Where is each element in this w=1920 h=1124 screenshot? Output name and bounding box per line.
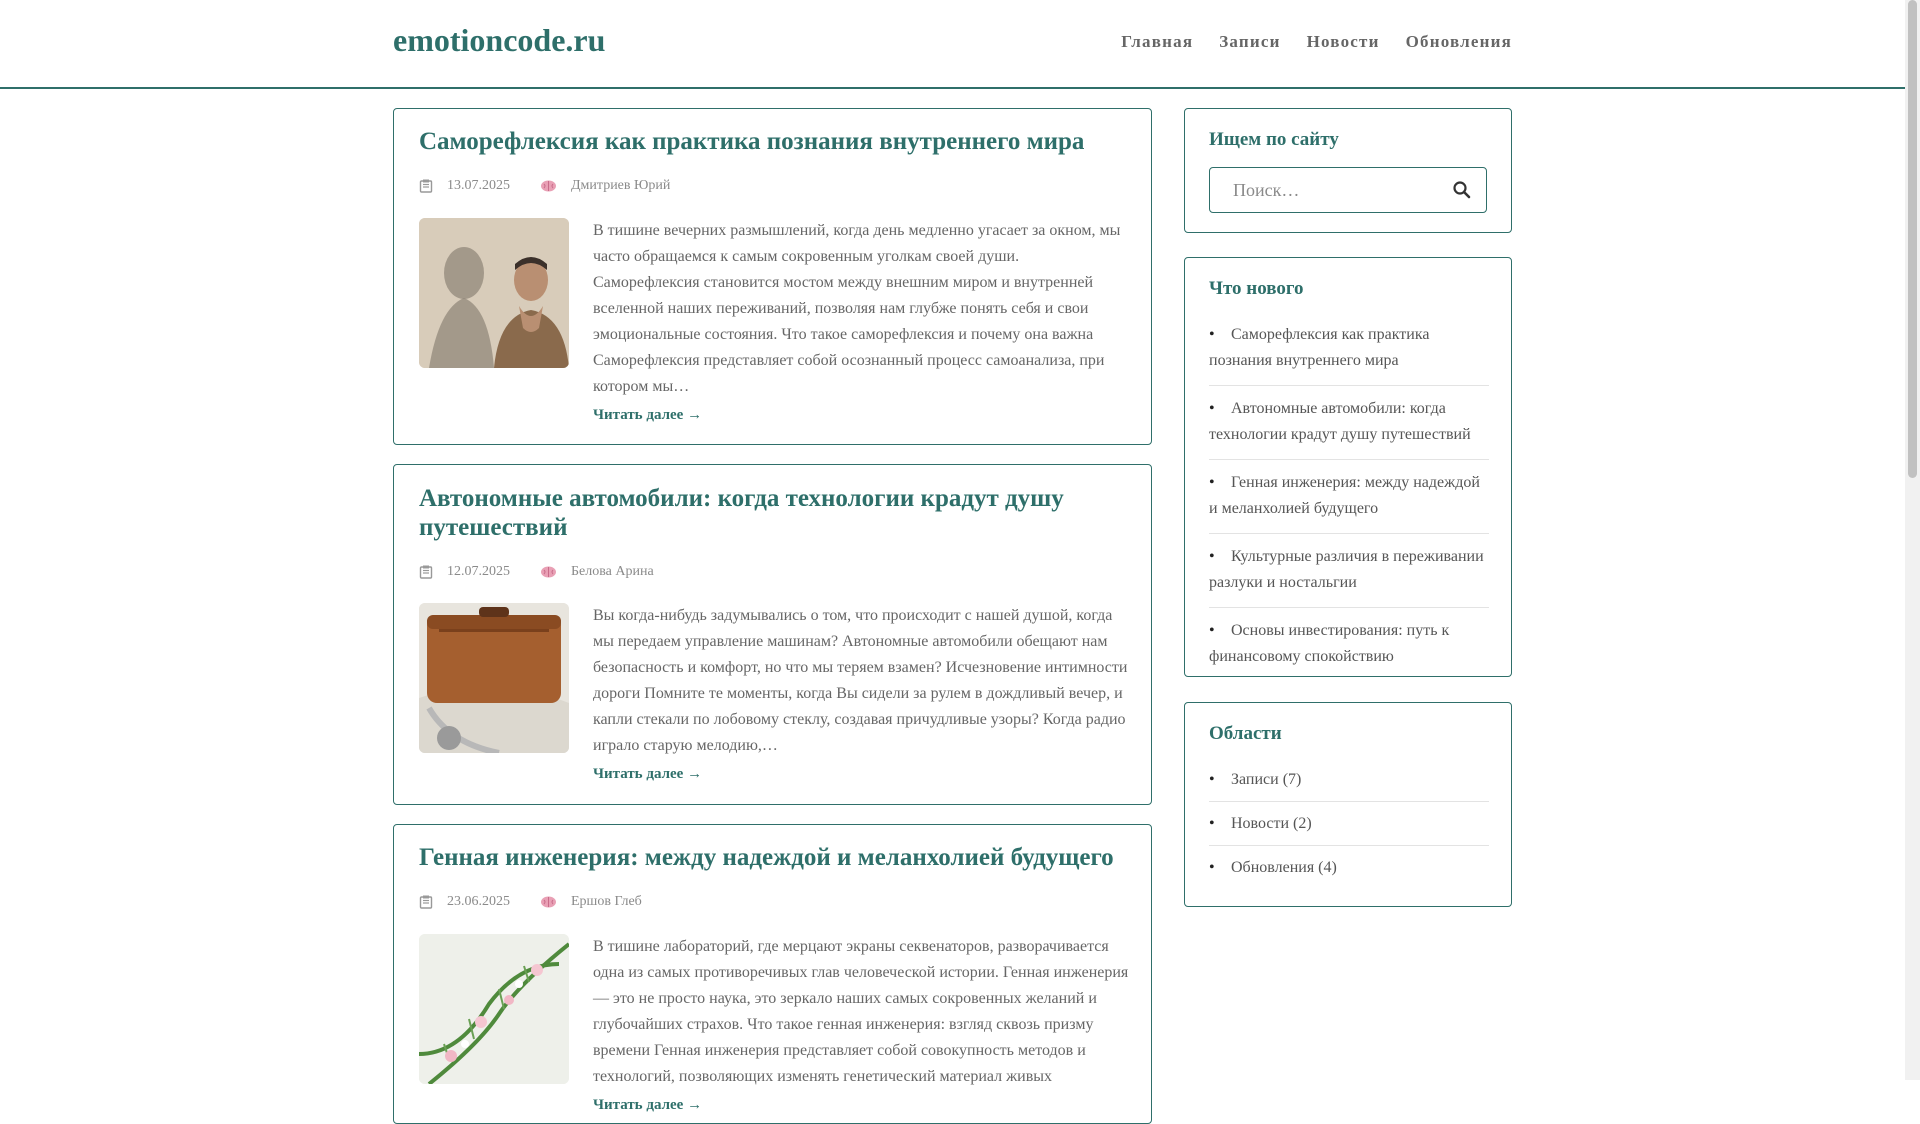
page-scrollbar[interactable]: [1905, 0, 1920, 1080]
suitcase-image: [419, 603, 569, 753]
post-meta: [419, 894, 642, 910]
site-header: [0, 0, 1905, 89]
post-excerpt-text: В тишине лабораторий, где мерцают экраны секвенаторов, разворачивается одна из самых противоречивых глав человеческой истории. Генная инженерия — это не просто наука, это зеркало наших самых сокровенных желаний и глубочайших страхов. Что такое генная инженерия: взгляд сквозь призму времени Генная инженерия представляет собой совокупность методов и технологий, позволяющих изменять генетический материал живых: [593, 938, 1129, 1085]
post-card: [393, 824, 1152, 1124]
recent-post-link[interactable]: Культурные различия в переживании разлуки и ностальгии: [1209, 548, 1484, 591]
recent-post-item[interactable]: • Генная инженерия: между надеждой и меланхолией будущего: [1209, 470, 1489, 534]
nav-item-home[interactable]: Главная: [1121, 32, 1194, 51]
recent-post-item[interactable]: • Культурные различия в переживании разлуки и ностальгии: [1209, 544, 1489, 608]
post-author[interactable]: Ершов Глеб: [571, 894, 642, 909]
brain-icon: [540, 565, 557, 579]
nav-item-posts[interactable]: Записи: [1219, 32, 1281, 51]
search-icon[interactable]: [1452, 180, 1472, 200]
post-date: 23.06.2025: [447, 894, 510, 909]
recent-post-item[interactable]: • Саморефлексия как практика познания внутреннего мира: [1209, 322, 1489, 386]
brain-icon: [540, 895, 557, 909]
site-logo[interactable]: emotioncode.ru: [393, 22, 606, 58]
post-title[interactable]: Генная инженерия: между надеждой и меланхолией будущего: [419, 844, 1114, 871]
category-item[interactable]: • Записи (7): [1209, 767, 1489, 802]
post-date: 12.07.2025: [447, 564, 510, 579]
post-meta: [419, 564, 654, 580]
categories-list: [1209, 767, 1489, 898]
recent-posts-widget: [1184, 257, 1512, 677]
category-link[interactable]: Новости (2): [1231, 815, 1312, 832]
category-link[interactable]: Записи (7): [1231, 771, 1302, 788]
category-item[interactable]: • Новости (2): [1209, 811, 1489, 846]
recent-post-link[interactable]: Основы инвестирования: путь к финансовому спокойствию: [1209, 622, 1450, 665]
recent-post-item[interactable]: • Основы инвестирования: путь к финансовому спокойствию: [1209, 618, 1489, 681]
post-excerpt: [593, 603, 1129, 787]
read-more-link[interactable]: Читать далее →: [593, 766, 703, 782]
post-card: [393, 464, 1152, 805]
post-thumbnail[interactable]: [419, 934, 569, 1084]
post-title[interactable]: Саморефлексия как практика познания внутреннего мира: [419, 128, 1085, 155]
post-thumbnail[interactable]: [419, 603, 569, 753]
nav-item-news[interactable]: Новости: [1306, 32, 1380, 51]
recent-post-item[interactable]: • Автономные автомобили: когда технологии крадут душу путешествий: [1209, 396, 1489, 460]
recent-posts-list: [1209, 322, 1489, 691]
recent-post-link[interactable]: Автономные автомобили: когда технологии крадут душу путешествий: [1209, 400, 1471, 443]
widget-title: Что нового: [1209, 278, 1304, 299]
post-card: [393, 108, 1152, 445]
categories-widget: [1184, 702, 1512, 907]
search-form: [1209, 167, 1487, 213]
category-link[interactable]: Обновления (4): [1231, 859, 1337, 876]
calendar-icon: [419, 179, 433, 193]
category-item[interactable]: • Обновления (4): [1209, 855, 1489, 889]
nav-item-updates[interactable]: Обновления: [1405, 32, 1512, 51]
post-excerpt: [593, 218, 1129, 428]
post-author[interactable]: Белова Арина: [571, 564, 654, 579]
search-widget: [1184, 108, 1512, 233]
scrollbar-thumb[interactable]: [1908, 0, 1917, 478]
post-meta: [419, 178, 670, 194]
search-input[interactable]: [1211, 169, 1455, 211]
post-title[interactable]: Автономные автомобили: когда технологии крадут душу путешествий: [419, 485, 1064, 541]
read-more-link[interactable]: Читать далее →: [593, 407, 703, 423]
post-excerpt-text: Вы когда-нибудь задумывались о том, что происходит с нашей душой, когда мы передаем управление машинам? Автономные автомобили обещают нам безопасность и комфорт, но что мы теряем взамен? Исчезновение интимности дороги Помните те моменты, когда Вы сидели за рулем в дождливый вечер, и капли стекали по лобовому стеклу, создавая причудливые узоры? Когда радио играло старую мелодию,…: [593, 607, 1128, 754]
post-date: 13.07.2025: [447, 178, 510, 193]
main-nav: [1121, 32, 1512, 52]
post-excerpt: [593, 934, 1129, 1118]
post-thumbnail[interactable]: [419, 218, 569, 368]
calendar-icon: [419, 565, 433, 579]
read-more-link[interactable]: Читать далее →: [593, 1097, 703, 1113]
dna-flowers-image: [419, 934, 569, 1084]
widget-title: Области: [1209, 723, 1282, 744]
post-author[interactable]: Дмитриев Юрий: [571, 178, 671, 193]
brain-icon: [540, 179, 557, 193]
recent-post-link[interactable]: Саморефлексия как практика познания внутреннего мира: [1209, 326, 1430, 369]
calendar-icon: [419, 895, 433, 909]
post-excerpt-text: В тишине вечерних размышлений, когда день медленно угасает за окном, мы часто обращаемся к самым сокровенным уголкам своей души. Саморефлексия становится мостом между внешним миром и внутренней вселенной наших переживаний, позволяя нам глубже понять себя и свои эмоциональные состояния. Что такое саморефлексия и почему она важна Саморефлексия представляет собой осознанный процесс самоанализа, при котором мы…: [593, 222, 1121, 395]
widget-title: Ищем по сайту: [1209, 129, 1339, 150]
man-thinking-image: [419, 218, 569, 368]
recent-post-link[interactable]: Генная инженерия: между надеждой и меланхолией будущего: [1209, 474, 1480, 517]
